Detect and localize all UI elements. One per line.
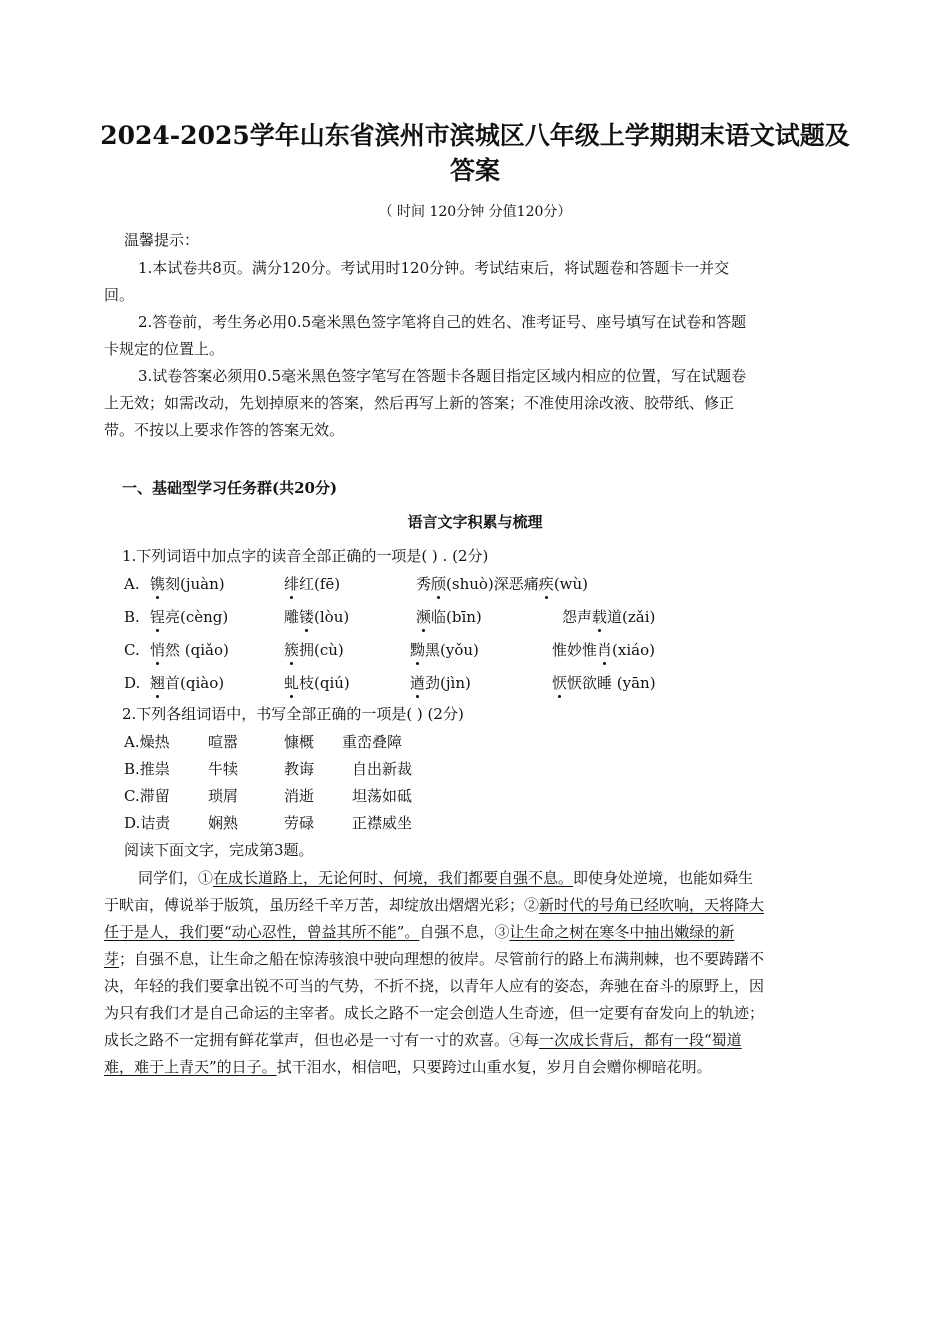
q1-b-word-1-rest: 亮(cèng): [165, 608, 229, 626]
q3-intro: 阅读下面文字，完成第3题。: [124, 841, 314, 859]
q1-c-word-1-rest: 然 (qiǎo): [165, 641, 229, 659]
q2-b-word-4: 自出新裁: [352, 760, 413, 778]
q1-c-word-3-dotted: 黝: [410, 641, 426, 659]
q2-b-word-3: 教诲: [284, 760, 315, 778]
q1-b-word-2-dotted: 镂: [299, 608, 315, 626]
section-1-heading: 一、基础型学习任务群(共20分): [122, 479, 338, 497]
tip-2-line-b: 卡规定的位置上。: [104, 340, 225, 358]
q1-a-word-2-dotted: 绯: [284, 575, 300, 593]
q2-stem: 2.下列各组词语中，书写全部正确的一项是( ) (2分): [122, 705, 464, 723]
passage-sentence-2-end: 任于是人，我们要“动心忍性，曾益其所不能”。: [104, 923, 420, 941]
q1-c-word-1: [150, 640, 229, 660]
tip-1-line-a: 1.本试卷共8页。满分120分。考试用时120分钟。考试结束后，将试题卷和答题卡一并交: [138, 259, 730, 277]
q2-d-word-1: D.诘责: [124, 814, 171, 832]
q1-b-word-1-dotted: 锃: [150, 608, 166, 626]
q1-d-word-2-dotted: 虬: [284, 674, 300, 692]
q1-a-word-1-dotted: 镌: [150, 575, 166, 593]
q1-a-word-2-rest: 红(fē): [299, 575, 341, 593]
q1-c-word-4-rest: (xiáo): [612, 641, 655, 659]
q1-c-word-2-rest: 拥(cù): [299, 641, 344, 659]
q1-c-word-4: [552, 640, 655, 660]
q1-a-word-3-part-3: (wù): [553, 575, 589, 593]
q2-a-word-3: 慷概: [284, 733, 315, 751]
q2-c-word-4: 坦荡如砥: [352, 787, 413, 805]
q1-a-word-1-rest: 刻(juàn): [165, 575, 225, 593]
tips-heading: 温馨提示：: [124, 231, 200, 249]
q2-c-word-2: 琐屑: [208, 787, 239, 805]
section-1-subheading: 语言文字积累与梳理: [407, 513, 543, 531]
q1-d-word-1-dotted: 翘: [150, 674, 166, 692]
q1-c-word-4-dotted: 肖: [597, 641, 613, 659]
q2-d-word-2: 娴熟: [208, 814, 239, 832]
q1-b-word-3-rest: 临(bīn): [431, 608, 482, 626]
passage-sentence-1: 在成长道路上，无论何时、何境，我们都要自强不息。: [213, 869, 574, 887]
q1-d-word-4-dotted: 恹: [552, 674, 568, 692]
passage-sentence-4-end: 难，难于上青天”的日子。: [104, 1058, 277, 1076]
q1-b-word-4-part-1: 怨声: [562, 608, 593, 626]
title-line-2: 答案: [449, 156, 500, 185]
q2-a-word-4: 重峦叠障: [342, 733, 403, 751]
passage-sentence-4-start: 一次成长背后，都有一段“蜀道: [539, 1031, 742, 1049]
q1-c-word-1-dotted: 悄: [150, 641, 166, 659]
passage-line-3: [104, 922, 734, 942]
q2-d-word-3: 劳碌: [284, 814, 315, 832]
tip-1-line-b: 回。: [104, 286, 135, 304]
q2-a-word-1: A.燥热: [124, 733, 170, 751]
q1-stem: 1.下列词语中加点字的读音全部正确的一项是( ) . (2分): [122, 547, 489, 565]
passage-line-7: [104, 1030, 742, 1050]
passage-sentence-2-start: 新时代的号角已经吹响，天将降大: [539, 896, 765, 914]
tip-3-line-a: 3.试卷答案必须用0.5毫米黑色签字笔写在答题卡各题目指定区域内相应的位置，写在试题卷: [138, 367, 747, 385]
q1-d-word-3: [410, 673, 471, 693]
q1-b-word-4: [562, 607, 655, 627]
q1-b-label: B.: [124, 608, 140, 626]
q1-b-word-2: [284, 607, 349, 627]
q1-d-word-3-dotted: 遒: [410, 674, 426, 692]
q1-c-label: C.: [124, 641, 140, 659]
q2-b-word-2: 牛犊: [208, 760, 239, 778]
q1-d-word-2: [284, 673, 350, 693]
passage-line-1: [138, 868, 753, 888]
q1-c-word-2: [284, 640, 344, 660]
passage-line-1-a: 同学们，①: [138, 869, 214, 887]
q1-b-word-2-part-1: 雕: [284, 608, 300, 626]
q1-a-word-3-part-1: 秀: [416, 575, 432, 593]
title-line-1: 2024-2025学年山东省滨州市滨城区八年级上学期期末语文试题及: [100, 121, 850, 150]
q1-a-word-3: [416, 574, 588, 594]
passage-line-1-c: 即使身处逆境，也能如舜生: [573, 869, 754, 887]
passage-line-2: [104, 895, 764, 915]
q1-a-word-3-dotted-1: 颀: [431, 575, 447, 593]
passage-line-8-b: 拭干泪水，相信吧，只要跨过山重水复，岁月自会赠你柳暗花明。: [276, 1058, 712, 1076]
q1-d-label: D.: [124, 674, 141, 692]
q1-d-word-2-rest: 枝(qiú): [299, 674, 350, 692]
q1-a-label: A.: [124, 575, 140, 593]
q2-c-word-3: 消逝: [284, 787, 315, 805]
q1-b-word-1: [150, 607, 228, 627]
tip-3-line-b: 上无效；如需改动，先划掉原来的答案，然后再写上新的答案；不准使用涂改液、胶带纸、修正: [104, 394, 735, 412]
passage-line-4-b: ；自强不息，让生命之船在惊涛骇浪中驶向理想的彼岸。尽管前行的路上布满荆棘，也不要踌躇不: [119, 950, 765, 968]
q2-b-word-1: B.推祟: [124, 760, 170, 778]
passage-line-5: 决，年轻的我们要拿出锐不可当的气势，不折不挠，以青年人应有的姿态，奔驰在奋斗的原野上，因: [104, 977, 765, 995]
q1-c-word-3-rest: 黑(yǒu): [425, 641, 479, 659]
q1-b-word-3-dotted: 濒: [416, 608, 432, 626]
q2-a-word-2: 喧嚣: [208, 733, 239, 751]
q1-b-word-4-rest: 道(zǎi): [607, 608, 656, 626]
passage-line-3-b: 自强不息，③: [419, 923, 510, 941]
q1-b-word-2-rest: (lòu): [314, 608, 350, 626]
q1-a-word-2: [284, 574, 340, 594]
exam-meta: （ 时间 120分钟 分值120分）: [378, 204, 572, 220]
passage-line-6: 为只有我们才是自己命运的主宰者。成长之路不一定会创造人生奇迹，但一定要有奋发向上的轨迹；: [104, 1004, 765, 1022]
q1-a-word-1: [150, 574, 225, 594]
q2-d-word-4: 正襟威坐: [352, 814, 413, 832]
tip-3-line-c: 带。不按以上要求作答的答案无效。: [104, 421, 345, 439]
q1-d-word-1: [150, 673, 224, 693]
tip-2-line-a: 2.答卷前，考生务必用0.5毫米黑色签字笔将自己的姓名、准考证号、座号填写在试卷和答题: [138, 313, 747, 331]
q1-a-word-3-part-2: (shuò)深恶痛: [446, 575, 539, 593]
q1-d-word-4: [552, 673, 656, 693]
passage-line-4: [104, 949, 764, 969]
document-title: [90, 118, 860, 188]
q1-d-word-4-rest: 恹欲睡 (yān): [567, 674, 656, 692]
q1-b-word-4-dotted: 载: [592, 608, 608, 626]
q1-c-word-3: [410, 640, 479, 660]
passage-line-8: [104, 1057, 712, 1077]
q1-d-word-1-rest: 首(qiào): [165, 674, 225, 692]
q1-b-word-3: [416, 607, 482, 627]
q1-c-word-4-part-1: 惟妙惟: [552, 641, 598, 659]
passage-sentence-3-end: 芽: [104, 950, 120, 968]
q2-c-word-1: C.滞留: [124, 787, 170, 805]
passage-line-2-a: 于畎亩，傅说举于版筑，虽历经千辛万苦，却绽放出熠熠光彩；②: [104, 896, 540, 914]
passage-sentence-3-start: 让生命之树在寒冬中抽出嫩绿的新: [509, 923, 735, 941]
q1-c-word-2-dotted: 簇: [284, 641, 300, 659]
q1-d-word-3-rest: 劲(jìn): [425, 674, 471, 692]
passage-line-7-a: 成长之路不一定拥有鲜花掌声，但也必是一寸有一寸的欢喜。④每: [104, 1031, 540, 1049]
q1-a-word-3-dotted-2: 疾: [538, 575, 554, 593]
